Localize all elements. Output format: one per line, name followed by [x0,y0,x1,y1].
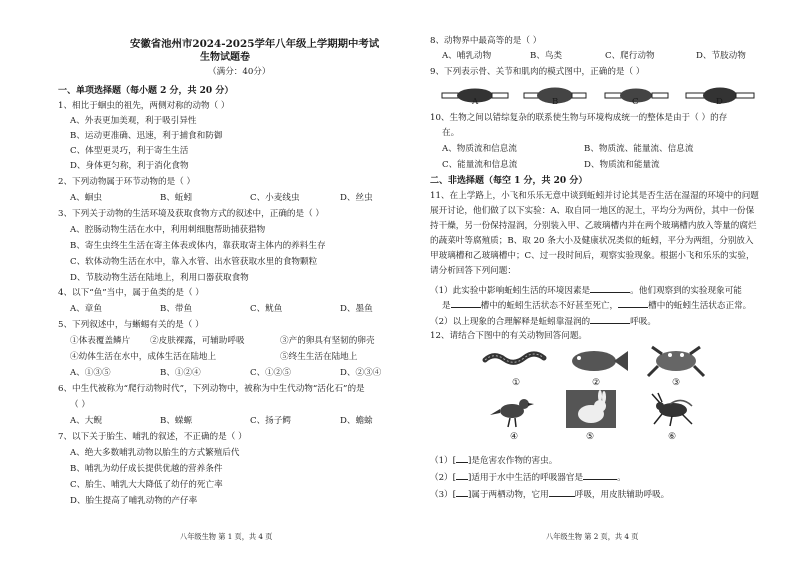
q12-figure-3 [646,344,706,378]
q12-blank-2[interactable] [456,471,468,480]
q10-stem-cont: 在。 [442,128,460,138]
q8-stem: 8、动物界中最高等的是（ ） [430,36,542,46]
q11-sub1-cont [442,299,751,312]
q5-stem: 5、下列叙述中，与蜥蜴有关的是（ ） [58,320,204,330]
earthworm-icon [482,346,552,372]
q5-item-4: ④幼体生活在水中，成体生活在陆地上 [70,352,217,362]
q8-option-c: C、爬行动物 [605,51,655,61]
q6-option-a: A、大鲵 [70,416,102,426]
exam-subtitle: 生物试题卷 [200,52,250,63]
q6-stem: 6、中生代被称为“爬行动物时代”，下列动物中，被称为中生代动物“活化石”的是 [58,384,365,394]
q12-sub1-text-b: ]是危害农作物的害虫。 [468,456,558,466]
exam-score: （满分：40分） [208,67,271,77]
q2-option-a: A、蛔虫 [70,193,102,203]
q8-option-d: D、节肢动物 [696,51,746,61]
q11-line-5: 甲玻璃槽和乙玻璃槽中；C、过一段时间后，观察实验现象。根据小飞和乐乐的实验， [430,251,755,261]
q9-label-a: A [472,97,479,107]
q12-figure-1 [482,346,552,372]
q12-sub3-text-b: ]属于两栖动物，它用 [468,490,549,500]
q12-label-6: ⑥ [668,432,677,442]
q11-sub2 [430,315,656,328]
q7-option-a: A、绝大多数哺乳动物以胎生的方式繁殖后代 [70,448,240,458]
q12-sub3-text-a: （3）[ [430,490,457,500]
section2-title: 二、非选择题（每空 1 分，共 20 分） [430,176,588,186]
q12-sub2-text-b: ]适用于水中生活的呼吸器官是 [468,473,584,483]
fish-icon [566,346,630,376]
q5-item-2: ②皮肤裸露，可辅助呼吸 [150,336,245,346]
q6-option-c: C、扬子鳄 [250,416,291,426]
q12-label-3: ③ [672,378,681,388]
q6-option-b: B、蝾螈 [160,416,193,426]
q10-option-d: D、物质流和能量流 [584,160,660,170]
q12-sub1-text-a: （1）[ [430,456,457,466]
frog-icon [646,344,706,378]
q5-item-1: ①体表覆盖鳞片 [70,336,131,346]
q3-option-a: A、腔肠动物生活在水中，利用刺细胞帮助捕获猎物 [70,225,266,235]
locust-icon [648,392,698,428]
q11-line-2: 展开讨论，他们做了以下实验：A、取自同一地区的泥土，平均分为两份，其中一份保 [430,206,755,216]
q4-option-b: B、带鱼 [160,304,193,314]
q11-sub1-text-a: （1）此实验中影响蚯蚓生活的环境因素是 [430,286,591,296]
q8-option-a: A、哺乳动物 [442,51,492,61]
q5-option-c: C、①②⑤ [250,368,291,378]
q2-option-c: C、小麦线虫 [250,193,300,203]
q12-blank-1[interactable] [456,454,468,463]
q7-stem: 7、以下关于胎生、哺乳的叙述，不正确的是（ ） [58,432,247,442]
q7-option-b: B、哺乳为幼仔成长提供优越的营养条件 [70,464,223,474]
q2-stem: 2、下列动物属于环节动物的是（ ） [58,177,196,187]
q12-sub3 [430,488,669,501]
q12-label-4: ④ [510,432,519,442]
q12-label-2: ② [592,378,601,388]
q10-stem: 10、生物之间以错综复杂的联系使生物与环境构成统一的整体是由于（ ）的存 [430,113,728,123]
q12-label-5: ⑤ [586,432,595,442]
q9-label-c: C [632,97,639,107]
q9-stem: 9、下列表示骨、关节和肌肉的模式图中，正确的是（ ） [430,67,645,77]
q1-option-d: D、身体更匀称，利于消化食物 [70,161,189,171]
q7-option-d: D、胎生提高了哺乳动物的产仔率 [70,496,198,506]
q12-blank-5[interactable] [549,488,575,497]
q12-blank-4[interactable] [456,488,468,497]
q12-blank-3[interactable] [583,471,617,480]
q11-sub1-text-c: 是 [442,301,451,311]
q5-item-3: ③产的卵具有坚韧的卵壳 [280,336,375,346]
q11-sub1-text-e: 槽中的蚯蚓生活状态正常。 [648,301,752,311]
q5-option-d: D、②③④ [340,368,382,378]
q10-option-b: B、物质流、能量流、信息流 [584,144,694,154]
q12-figure-5 [566,390,616,428]
footer-right: 八年级生物 第 2 页，共 4 页 [546,532,639,541]
q5-option-b: B、①②④ [160,368,201,378]
q1-option-a: A、外表更加美观，利于吸引异性 [70,116,197,126]
q11-sub1-text-d: 槽中的蚯蚓生活状态不好甚至死亡， [480,301,619,311]
q11-blank-4[interactable] [590,315,630,324]
q11-line-3: 持干燥，另一份保持湿润，分别装入甲、乙玻璃槽内并在两个玻璃槽内放入等量的腐烂 [430,221,757,231]
q6-option-d: D、蟾蜍 [340,416,373,426]
q11-blank-2[interactable] [451,299,481,308]
q3-option-d: D、节肢动物生活在陆地上，利用口器获取食物 [70,273,249,283]
q9-label-d: D [716,97,723,107]
q10-option-a: A、物质流和信息流 [442,144,517,154]
q5-item-5: ⑤终生生活在陆地上 [280,352,358,362]
q12-figure-6 [648,392,698,428]
q4-option-a: A、章鱼 [70,304,102,314]
q4-option-d: D、墨鱼 [340,304,373,314]
q4-stem: 4、以下“鱼”当中，属于鱼类的是（ ） [58,288,204,298]
rabbit-icon [566,390,616,428]
q12-sub2 [430,471,626,484]
q12-sub2-text-a: （2）[ [430,473,457,483]
q11-line-4: 的蔬菜叶等腐殖质；B、取 20 条大小及健康状况类似的蚯蚓，平分为两组，分别放入 [430,236,754,246]
q1-stem: 1、相比于蛔虫的祖先，两侧对称的动物（ ） [58,101,230,111]
q12-figure-4 [490,393,534,429]
q5-option-a: A、①③⑤ [70,368,111,378]
q11-sub2-text-b: 呼吸。 [630,317,656,327]
footer-left: 八年级生物 第 1 页，共 4 页 [180,532,273,541]
q8-option-b: B、鸟类 [530,51,563,61]
q11-line-6: 请分析回答下列问题： [430,266,516,276]
q4-option-c: C、鱿鱼 [250,304,283,314]
q2-option-d: D、丝虫 [340,193,373,203]
q11-sub1 [430,284,742,297]
q12-stem: 12、请结合下图中的有关动物回答问题。 [430,331,588,341]
bird-icon [490,393,534,429]
q3-stem: 3、下列关于动物的生活环境及获取食物方式的叙述中，正确的是（ ） [58,209,325,219]
q7-option-c: C、胎生、哺乳大大降低了幼仔的死亡率 [70,480,223,490]
q11-blank-1[interactable] [590,284,630,293]
section1-title: 一、单项选择题（每小题 2 分，共 20 分） [58,86,234,96]
q2-option-b: B、蚯蚓 [160,193,193,203]
q11-blank-3[interactable] [618,299,648,308]
q11-line-1: 11、在上学路上，小飞和乐乐无意中谈到蚯蚓并讨论其是否生活在湿湿的环境中的问题 [430,191,759,201]
q12-sub3-text-c: 呼吸，用皮肤辅助呼吸。 [574,490,670,500]
q3-option-c: C、软体动物生活在水中，靠入水管、出水管获取水里的食物颗粒 [70,257,318,267]
q3-option-b: B、寄生虫终生生活在寄主体表或体内，靠获取寄主体内的养料生存 [70,241,326,251]
q1-option-b: B、运动更准确、迅速，利于捕食和防御 [70,131,223,141]
q11-sub1-text-b: 。他们观察到的实验现象可能 [630,286,742,296]
exam-title: 安徽省池州市2024-2025学年八年级上学期期中考试 [130,38,380,50]
q12-sub1 [430,454,557,467]
q6-stem-cont: （ ） [70,400,90,410]
q11-sub2-text-a: （2）以上现象的合理解释是蚯蚓靠湿润的 [430,317,591,327]
q1-option-c: C、体型更灵巧，利于寄生生活 [70,146,189,156]
q12-figure-2 [566,346,630,376]
q12-sub2-text-c: 。 [617,473,626,483]
q9-label-b: B [552,97,559,107]
q12-label-1: ① [512,378,521,388]
q10-option-c: C、能量流和信息流 [442,160,518,170]
